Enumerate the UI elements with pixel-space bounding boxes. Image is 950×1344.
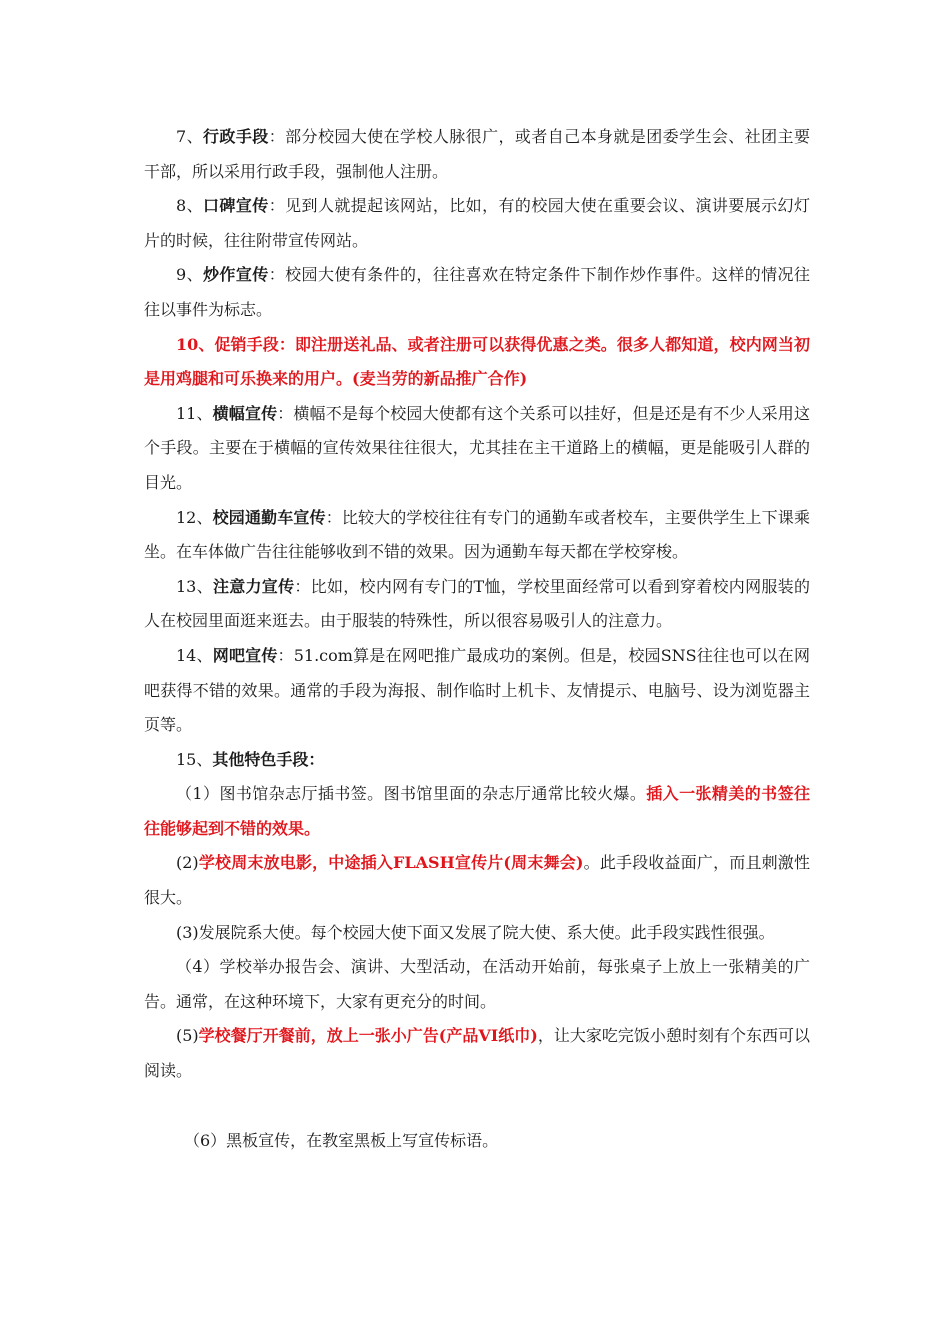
item-8-lead: 8、 [176,196,204,216]
item-9-sep: ： [268,265,286,285]
item-9-lead: 9、 [176,265,204,285]
item-12-lead: 12、 [176,507,213,527]
sub-item-3 [144,916,810,951]
sub-item-1-emphasis: 插入一张精美的书签往往能够起到不错的效果。 [144,784,810,838]
item-7-body: 部分校园大使在学校人脉很广，或者自己本身就是团委学生会、社团主要干部，所以采用行政手段，强制他人注册。 [144,127,810,181]
document-body [144,120,810,1158]
item-8-title: 口碑宣传 [203,196,269,216]
item-10-highlight: 10、促销手段：即注册送礼品、或者注册可以获得优惠之类。很多人都知道，校内网当初是用鸡腿和可乐换来的用户。(麦当劳的新品推广合作) [144,334,810,389]
item-14-sep: ： [277,645,294,665]
sub-item-1-plain: 图书馆杂志厅插书签。图书馆里面的杂志厅通常比较火爆。 [219,784,647,804]
item-9-title: 炒作宣传 [203,265,269,285]
item-13-title: 注意力宣传 [212,576,295,596]
item-7-title: 行政手段 [203,127,269,146]
item-11-lead: 11、 [176,403,213,423]
sub-item-1 [144,777,810,846]
item-15 [144,743,810,778]
sub-item-5 [144,1019,810,1088]
item-15-lead: 15、 [176,749,213,769]
item-7-lead: 7、 [176,127,204,146]
item-12-body: 比较大的学校往往有专门的通勤车或者校车，主要供学生上下课乘坐。在车体做广告往往能够收到不错的效果。因为通勤车每天都在学校穿梭。 [144,507,810,562]
item-12-sep: ： [325,507,342,527]
sub-item-4 [144,950,810,1019]
item-11-sep: ： [277,403,294,423]
item-9 [144,258,810,327]
sub-item-4-plain: 学校举办报告会、演讲、大型活动，在活动开始前，每张桌子上放上一张精美的广告。通常，在这种环境下，大家有更充分的时间。 [144,957,810,1011]
sub-item-5-prefix: (5) [176,1026,199,1046]
item-12 [144,501,810,570]
item-14-title: 网吧宣传 [212,645,278,665]
item-11 [144,397,810,501]
sub-item-6: （6）黑板宣传，在教室黑板上写宣传标语。 [184,1130,499,1150]
item-13-lead: 13、 [176,576,213,596]
item-7 [144,120,810,189]
sub-item-1-prefix: （1） [176,784,220,804]
sub-item-2-prefix: (2) [176,853,199,873]
item-8 [144,189,810,258]
sub-item-3-prefix: (3) [176,922,199,942]
item-8-sep: ： [268,196,286,216]
item-14-lead: 14、 [176,645,213,665]
item-15-title: 其他特色手段： [212,749,325,769]
item-13 [144,570,810,639]
sub-item-3-plain: 发展院系大使。每个校园大使下面又发展了院大使、系大使。此手段实践性很强。 [198,922,775,942]
item-8-body: 见到人就提起该网站，比如，有的校园大使在重要会议、演讲要展示幻灯片的时候，往往附带宣传网站。 [144,196,810,250]
sub-item-2 [144,846,810,915]
sub-item-2-emphasis: 学校周末放电影，中途插入FLASH宣传片(周末舞会) [198,853,584,873]
item-14 [144,639,810,743]
item-9-body: 校园大使有条件的，往往喜欢在特定条件下制作炒作事件。这样的情况往往以事件为标志。 [144,265,810,319]
item-14-body: 51.com算是在网吧推广最成功的案例。但是，校园SNS往往也可以在网吧获得不错的效果。通常的手段为海报、制作临时上机卡、友情提示、电脑号、设为浏览器主页等。 [144,645,810,735]
item-12-title: 校园通勤车宣传 [212,507,326,527]
paragraph-gap [144,1089,810,1124]
item-11-title: 横幅宣传 [212,403,278,423]
sub-item-4-prefix: （4） [176,957,220,977]
sub-item-5-emphasis: 学校餐厅开餐前，放上一张小广告(产品VI纸巾) [198,1026,538,1046]
item-7-sep: ： [268,127,286,146]
sub-item-2-tail: 。此手段收益面广，而且刺激性很大。 [144,853,810,908]
item-13-body: 比如，校内网有专门的T恤，学校里面经常可以看到穿着校内网服装的人在校园里面逛来逛去。由于服装的特殊性，所以很容易吸引人的注意力。 [144,576,810,631]
item-11-body: 横幅不是每个校园大使都有这个关系可以挂好，但是还是有不少人采用这个手段。主要在于横幅的宣传效果往往很大，尤其挂在主干道路上的横幅，更是能吸引人群的目光。 [144,403,810,492]
sub-item-5-tail: ，让大家吃完饭小憩时刻有个东西可以阅读。 [144,1026,810,1081]
item-13-sep: ： [294,576,311,596]
